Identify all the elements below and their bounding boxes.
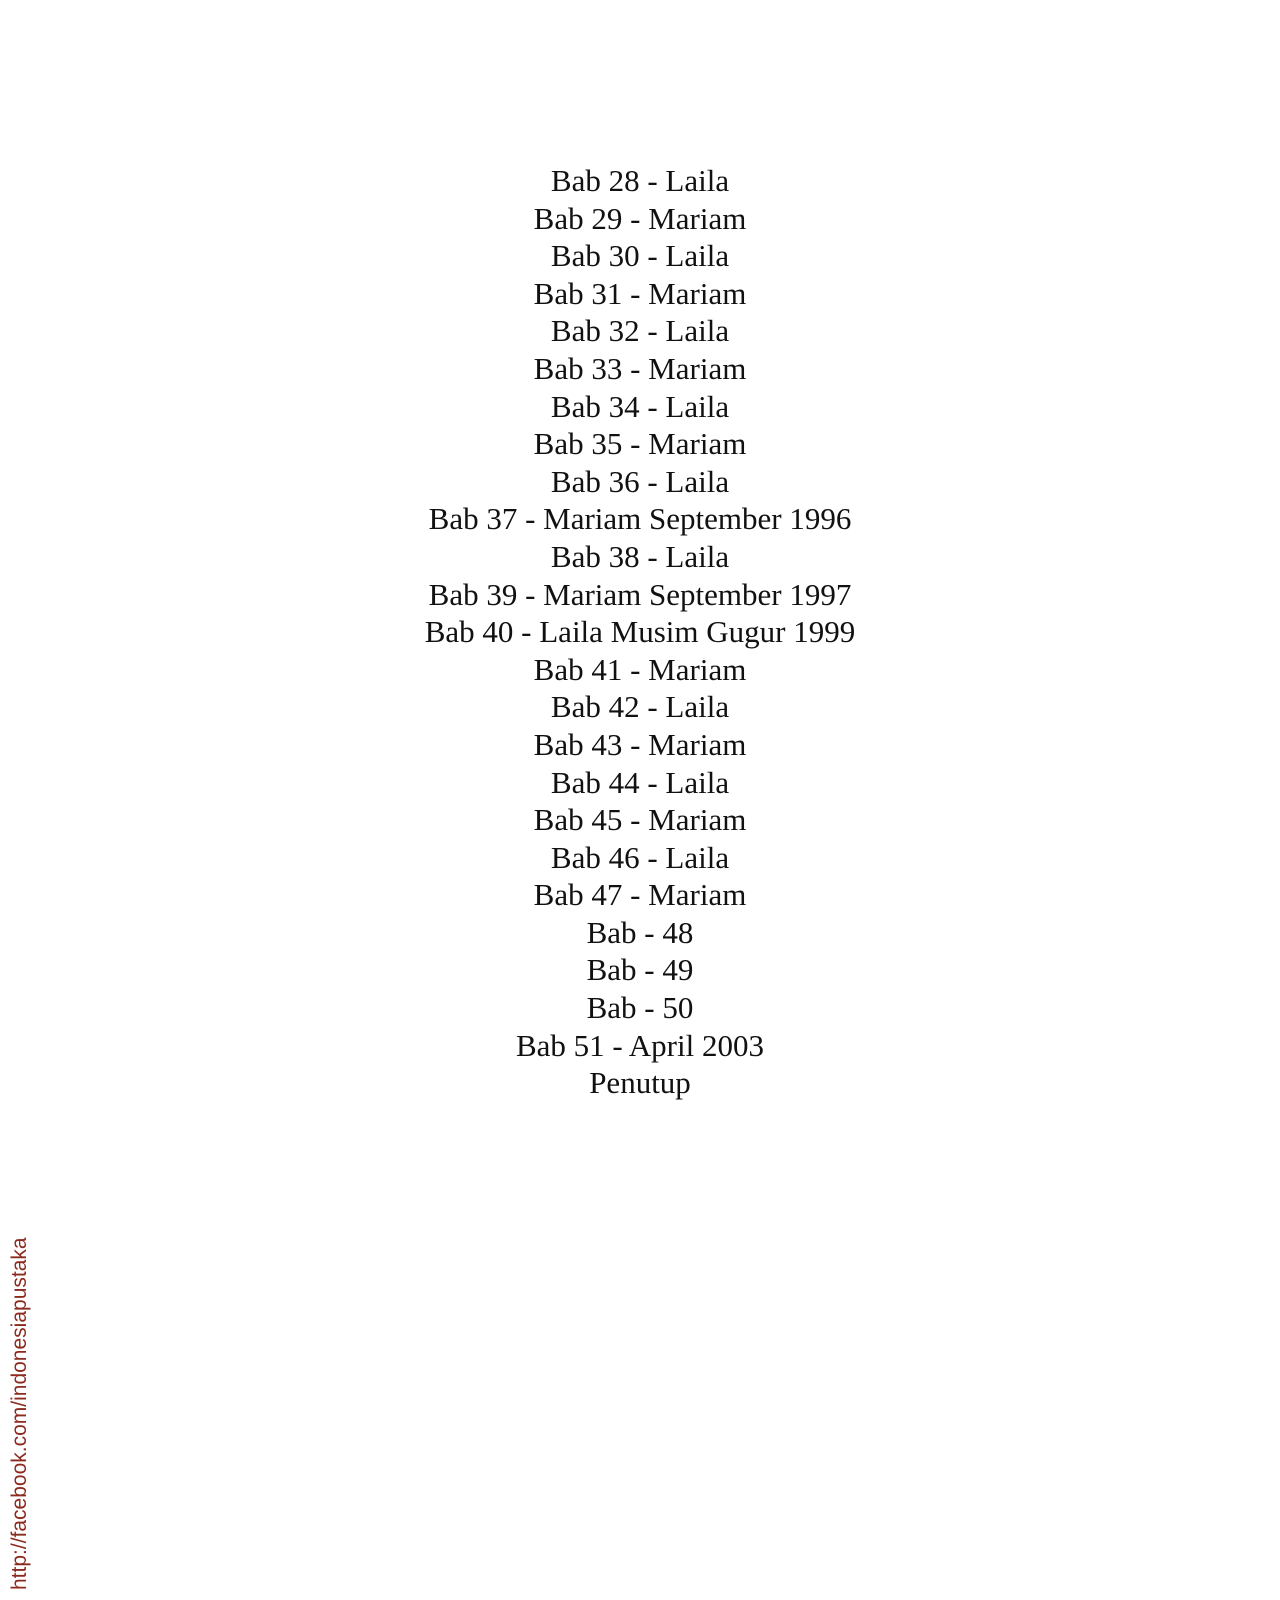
toc-entry: Bab 41 - Mariam bbox=[533, 651, 747, 687]
toc-entry: Bab 40 - Laila Musim Gugur 1999 bbox=[424, 614, 856, 650]
table-of-contents bbox=[0, 162, 1280, 1102]
toc-entry: Bab 45 - Mariam bbox=[533, 802, 747, 838]
toc-entry: Bab 44 - Laila bbox=[550, 764, 730, 800]
toc-entry: Bab 32 - Laila bbox=[550, 313, 730, 349]
toc-entry: Bab - 49 bbox=[586, 952, 694, 988]
toc-entry: Bab 31 - Mariam bbox=[533, 275, 747, 311]
toc-entry: Bab 28 - Laila bbox=[550, 163, 730, 198]
toc-entry: Bab 37 - Mariam September 1996 bbox=[428, 501, 852, 537]
toc-entry: Bab - 48 bbox=[586, 914, 694, 950]
toc-entry: Bab 36 - Laila bbox=[550, 463, 730, 499]
toc-entry: Bab 34 - Laila bbox=[550, 388, 730, 424]
toc-entry: Bab - 50 bbox=[586, 990, 694, 1026]
toc-entry: Bab 51 - April 2003 bbox=[516, 1027, 764, 1063]
toc-entry: Bab 43 - Mariam bbox=[533, 726, 747, 762]
toc-entry: Bab 29 - Mariam bbox=[533, 200, 747, 236]
toc-entry: Bab 35 - Mariam bbox=[533, 426, 747, 462]
toc-entry: Bab 30 - Laila bbox=[550, 238, 730, 274]
toc-entry: Penutup bbox=[589, 1065, 691, 1101]
toc-entry: Bab 46 - Laila bbox=[550, 839, 730, 875]
toc-entry: Bab 47 - Mariam bbox=[533, 877, 747, 913]
toc-entry: Bab 39 - Mariam September 1997 bbox=[428, 576, 852, 612]
toc-entry: Bab 33 - Mariam bbox=[533, 350, 747, 386]
side-watermark-url: http://facebook.com/indonesiapustaka bbox=[8, 1237, 31, 1590]
toc-entry: Bab 42 - Laila bbox=[550, 689, 730, 725]
toc-entry: Bab 38 - Laila bbox=[550, 538, 730, 574]
